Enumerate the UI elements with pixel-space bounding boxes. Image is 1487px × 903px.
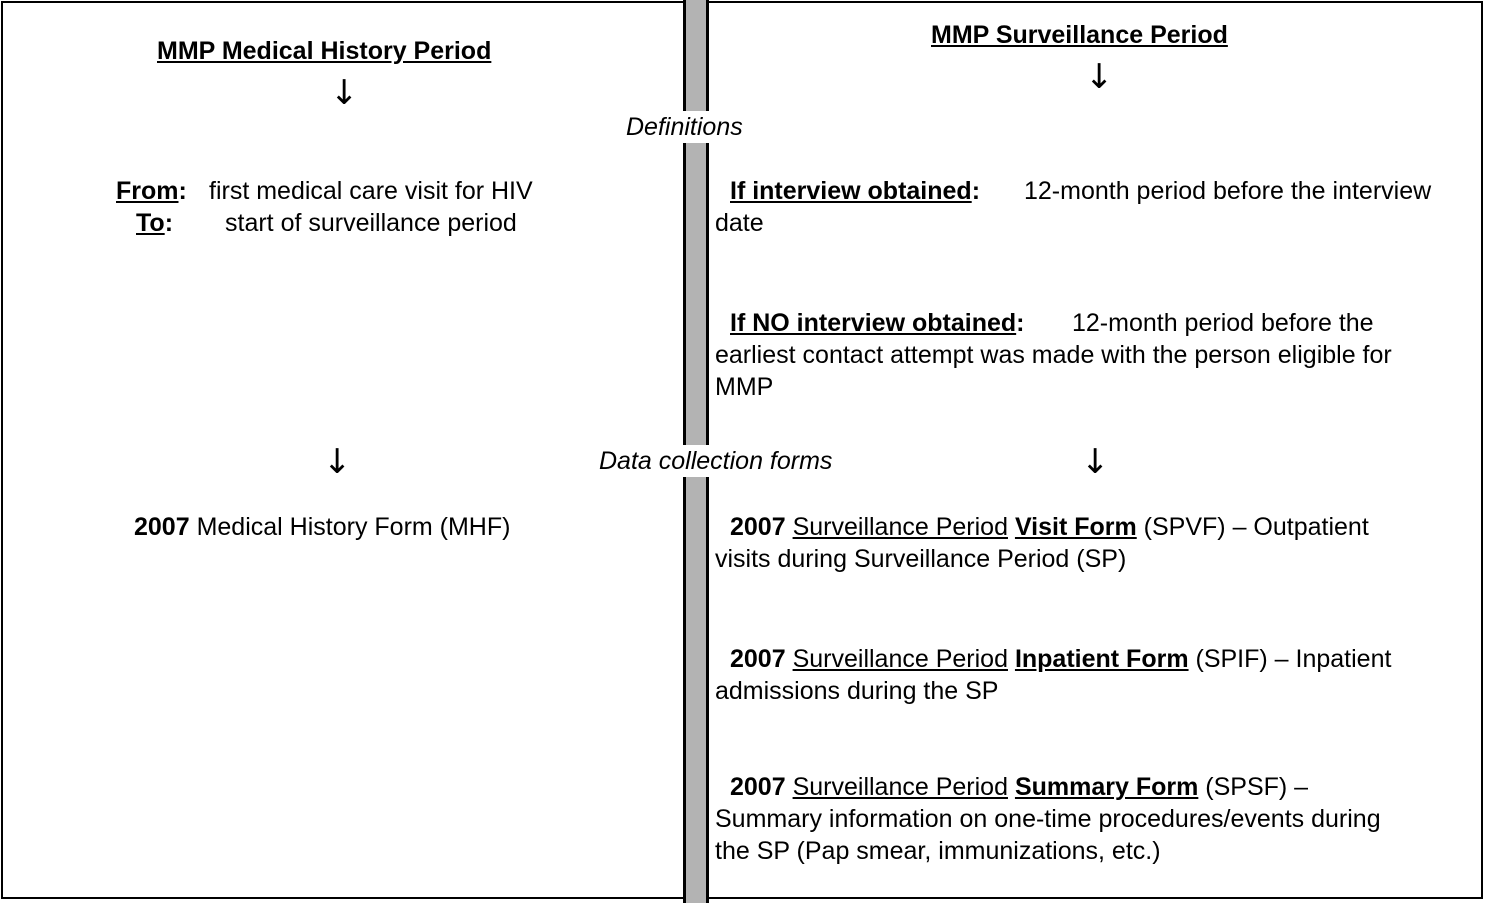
down-arrow-icon: ↓ xyxy=(1081,442,1110,482)
summary-form-line xyxy=(730,771,1308,803)
to-row xyxy=(136,207,173,239)
summary-form-desc: Summary information on one-time procedures/events during xyxy=(715,805,1381,833)
down-arrow-icon: ↓ xyxy=(330,73,359,113)
from-text: first medical care visit for HIV xyxy=(209,177,533,205)
medical-history-heading: MMP Medical History Period xyxy=(157,37,492,65)
visit-form-desc: visits during Surveillance Period (SP) xyxy=(715,545,1127,573)
inpatient-form-line xyxy=(730,643,1391,675)
form1-name: Visit Form xyxy=(1014,513,1137,541)
form1-year: 2007 xyxy=(730,513,786,541)
form-year: 2007 xyxy=(134,513,190,541)
to-label: To xyxy=(136,209,165,237)
form-name: Medical History Form (MHF) xyxy=(189,513,511,541)
def1-colon: : xyxy=(971,177,981,205)
medical-history-form xyxy=(134,511,510,543)
data-collection-forms-label: Data collection forms xyxy=(595,445,836,477)
to-colon: : xyxy=(164,209,174,237)
def2-text-cont: earliest contact attempt was made with the person eligible for xyxy=(715,341,1392,369)
form2-sp: Surveillance Period xyxy=(792,645,1008,673)
summary-form-desc-cont: the SP (Pap smear, immunizations, etc.) xyxy=(715,837,1161,865)
form2-name: Inpatient Form xyxy=(1014,645,1189,673)
def1-label: If interview obtained xyxy=(730,177,972,205)
form2-year: 2007 xyxy=(730,645,786,673)
down-arrow-icon: ↓ xyxy=(323,442,352,482)
form2-rest: (SPIF) – Inpatient xyxy=(1188,645,1392,673)
from-row xyxy=(116,175,187,207)
visit-form-line xyxy=(730,511,1369,543)
def1-text-cont: date xyxy=(715,209,764,237)
def-no-interview xyxy=(730,307,1024,339)
definitions-label: Definitions xyxy=(622,111,747,143)
def2-text: 12-month period before the xyxy=(1072,309,1374,337)
form3-name: Summary Form xyxy=(1014,773,1199,801)
def2-colon: : xyxy=(1016,309,1025,337)
from-colon: : xyxy=(178,177,187,205)
surveillance-heading: MMP Surveillance Period xyxy=(931,21,1228,49)
form3-rest: (SPSF) – xyxy=(1198,773,1309,801)
def1-text: 12-month period before the interview xyxy=(1024,177,1432,205)
def-interview-obtained xyxy=(730,175,980,207)
form1-sp: Surveillance Period xyxy=(792,513,1008,541)
form3-year: 2007 xyxy=(730,773,786,801)
form1-rest: (SPVF) – Outpatient xyxy=(1136,513,1369,541)
def2-label: If NO interview obtained xyxy=(730,309,1017,337)
from-label: From xyxy=(116,177,179,205)
to-text: start of surveillance period xyxy=(225,209,517,237)
inpatient-form-desc: admissions during the SP xyxy=(715,677,999,705)
down-arrow-icon: ↓ xyxy=(1085,57,1114,97)
def2-text-cont2: MMP xyxy=(715,373,774,401)
form3-sp: Surveillance Period xyxy=(792,773,1008,801)
